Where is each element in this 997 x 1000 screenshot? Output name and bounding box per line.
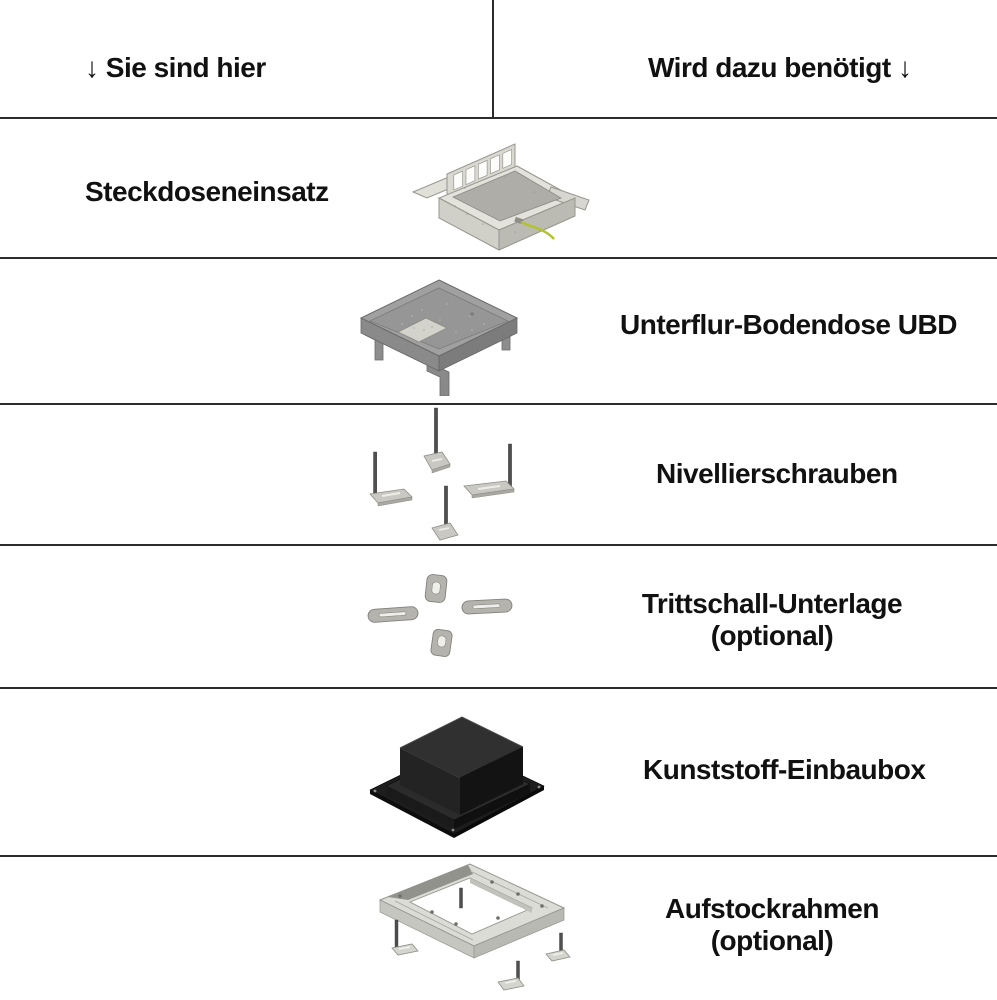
- label-aufstockrahmen-line2: (optional): [710, 925, 834, 956]
- row-divider: [0, 687, 997, 689]
- row-divider: [0, 855, 997, 857]
- label-kunststoff-einbaubox: Kunststoff-Einbaubox: [643, 754, 926, 785]
- label-trittschall-unterlage: [622, 588, 922, 652]
- row-divider: [0, 257, 997, 259]
- header-needed-for-this: Wird dazu benötigt ↓: [648, 52, 912, 83]
- label-trittschall-line1: Trittschall-Unterlage: [641, 588, 903, 619]
- leveling-screws-illustration: [360, 406, 525, 541]
- label-steckdoseneinsatz: Steckdoseneinsatz: [85, 176, 329, 207]
- socket-insert-illustration: [405, 140, 595, 252]
- label-unterflur-bodendose: Unterflur-Bodendose UBD: [620, 309, 957, 340]
- header-column-divider: [492, 0, 494, 118]
- row-divider: [0, 117, 997, 119]
- row-divider: [0, 403, 997, 405]
- row-divider: [0, 544, 997, 546]
- label-aufstockrahmen-line1: Aufstockrahmen: [665, 893, 879, 924]
- label-nivellierschrauben: Nivellierschrauben: [656, 458, 898, 489]
- impact-sound-pads-illustration: [362, 572, 520, 660]
- plastic-mounting-box-illustration: [360, 698, 548, 842]
- stacking-frame-illustration: [352, 860, 572, 998]
- label-aufstockrahmen: [622, 893, 922, 957]
- underfloor-box-illustration: [352, 270, 527, 396]
- label-trittschall-line2: (optional): [710, 620, 834, 651]
- header-you-are-here: ↓ Sie sind hier: [85, 52, 266, 83]
